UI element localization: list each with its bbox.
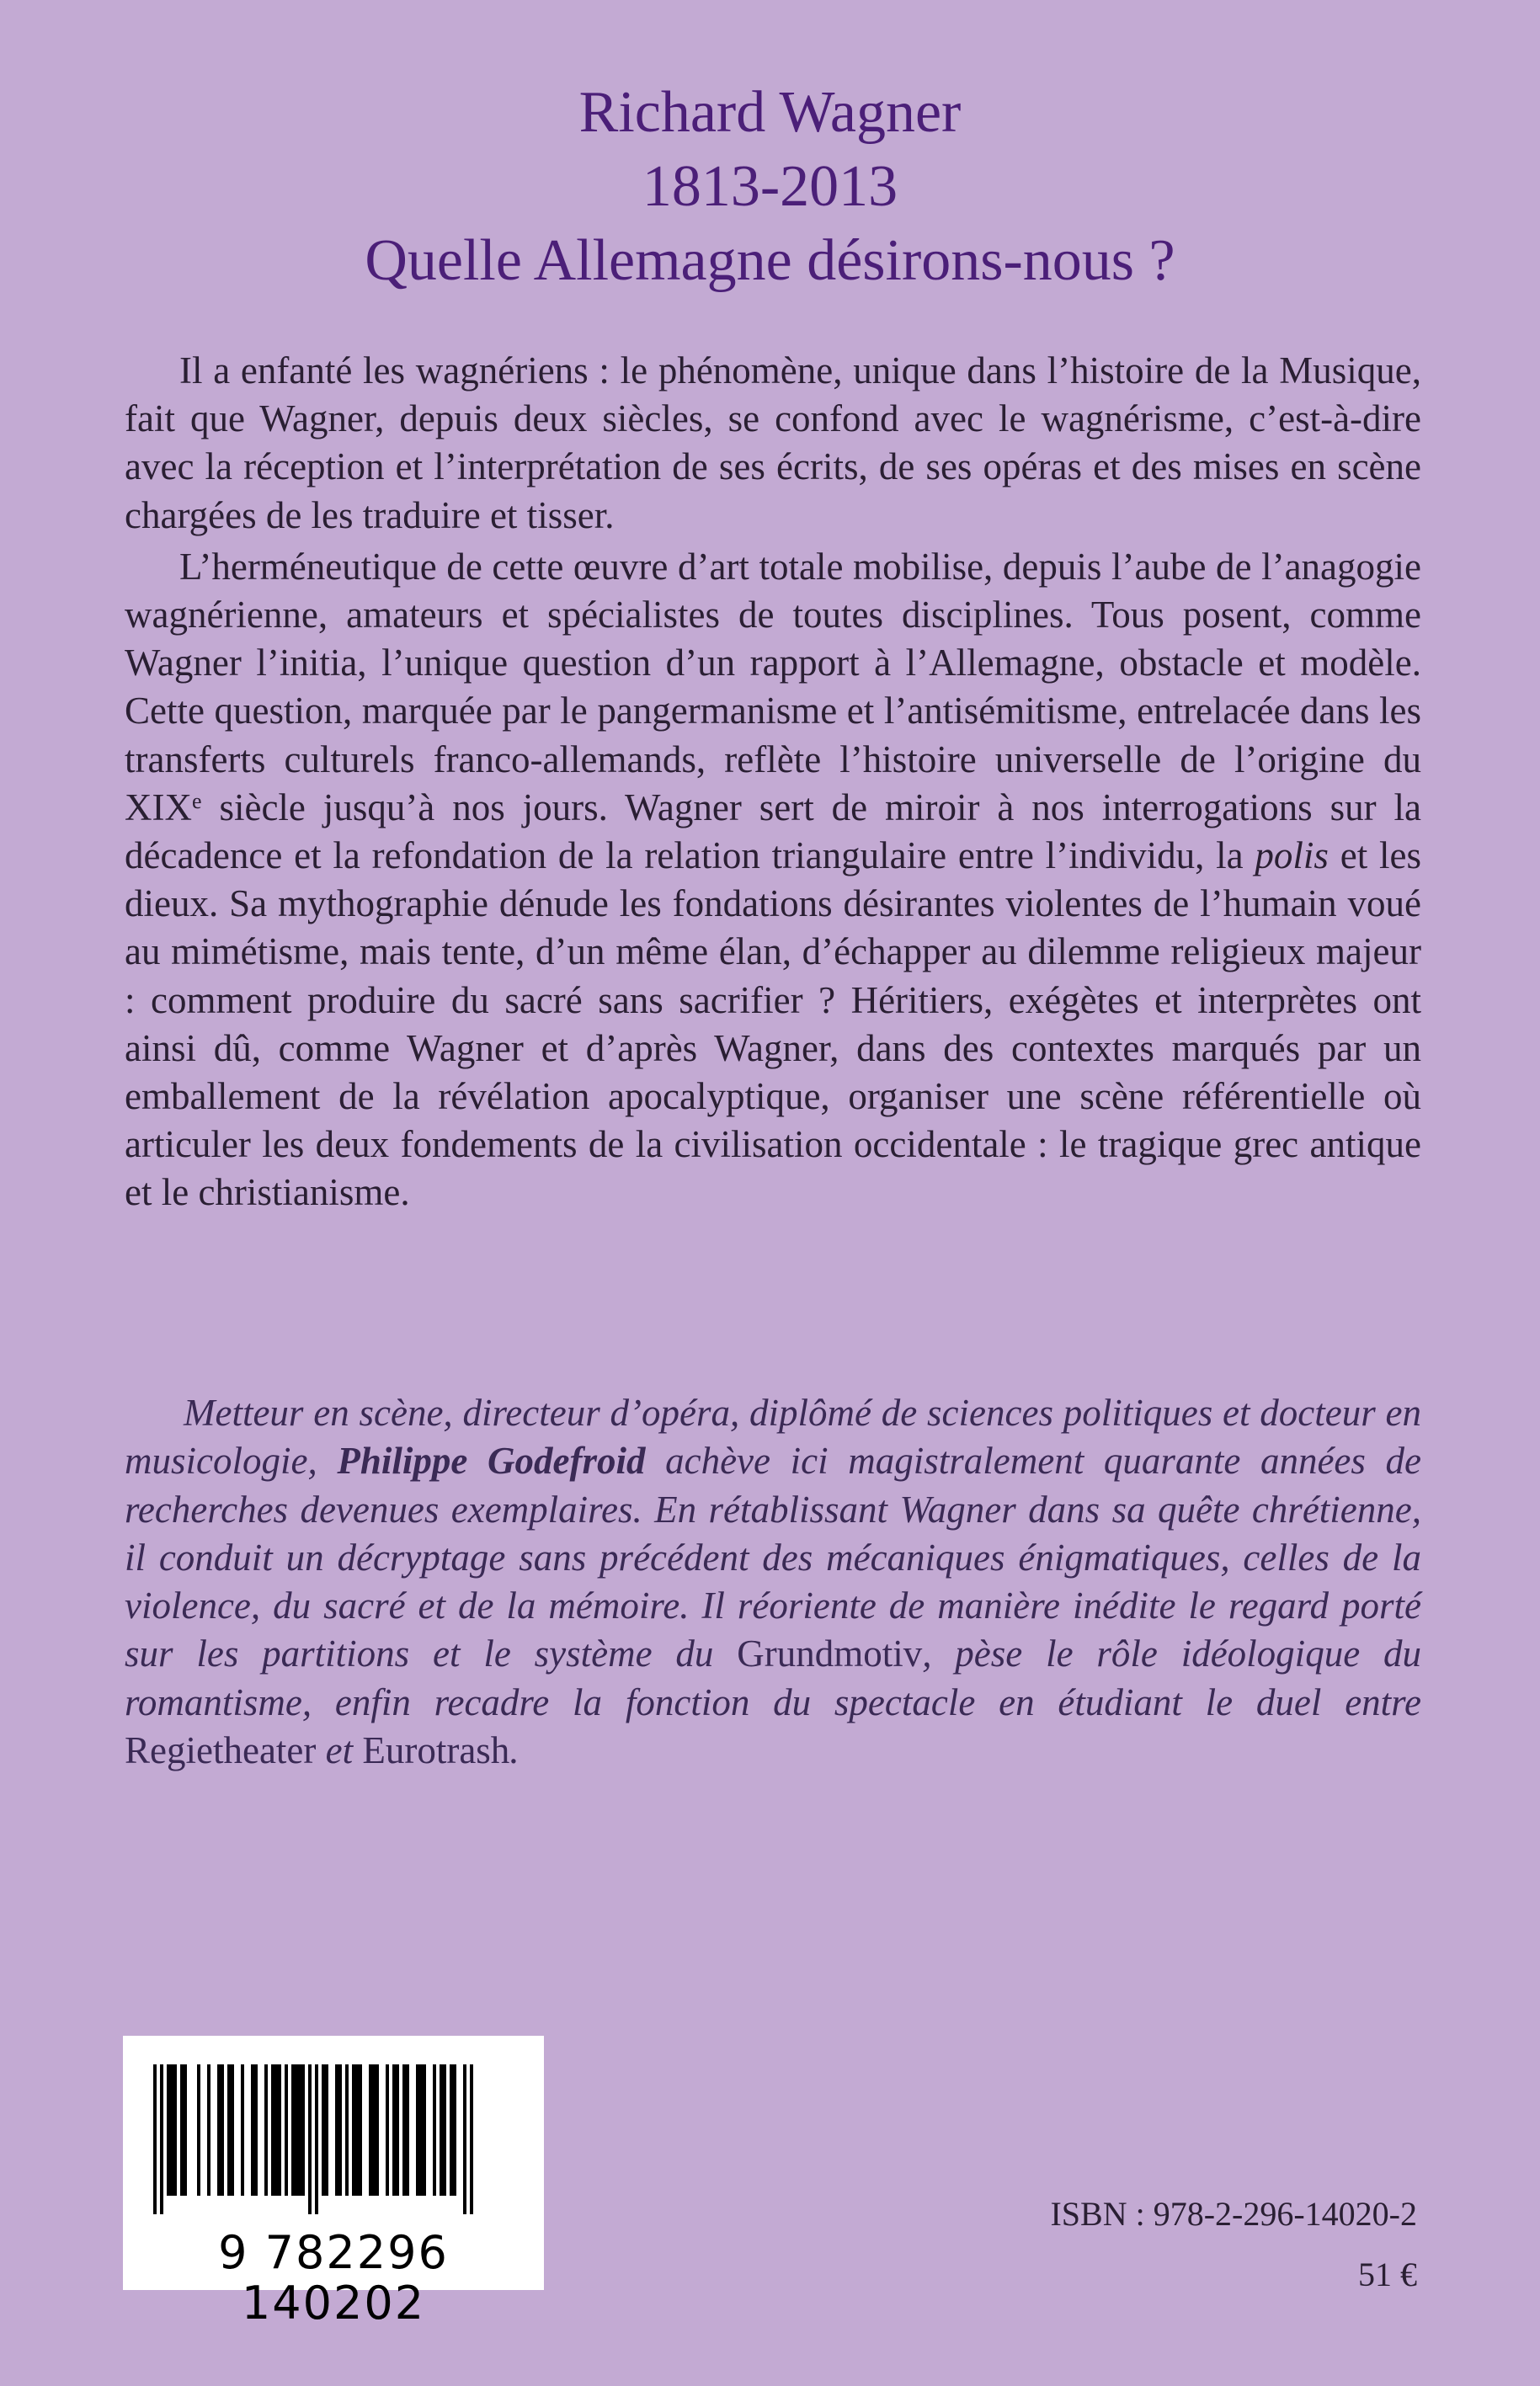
barcode-bar — [278, 2064, 281, 2196]
barcode-bar — [301, 2064, 305, 2196]
barcode-bar — [184, 2064, 187, 2196]
barcode-bar — [423, 2064, 426, 2196]
polis-term: polis — [1255, 834, 1329, 877]
barcode-bar — [359, 2064, 362, 2196]
barcode-bar — [207, 2064, 210, 2196]
barcode-guard-bar — [308, 2064, 312, 2214]
barcode-bar — [241, 2064, 244, 2196]
barcode-bar — [376, 2064, 379, 2196]
barcode-bar — [227, 2064, 231, 2196]
barcode-bar — [251, 2064, 254, 2196]
barcode-bar — [433, 2064, 436, 2196]
barcode-bar — [298, 2064, 301, 2196]
barcode-bar — [419, 2064, 423, 2196]
barcode-guard-bar — [315, 2064, 318, 2214]
barcode-bar — [443, 2064, 446, 2196]
barcode-bar — [197, 2064, 200, 2196]
barcode-guard-bar — [463, 2064, 466, 2214]
term-regietheater: Regietheater — [125, 1729, 317, 1772]
barcode-bar — [291, 2064, 295, 2196]
barcode-bar — [352, 2064, 355, 2196]
bio-part-c: , pèse le rôle idéologique du romantisme, enfin recadre la fonction du spectacle en étudiant le duel entre — [125, 1632, 1421, 1723]
barcode-bar — [295, 2064, 298, 2196]
barcode-bar — [221, 2064, 224, 2196]
barcode-bar — [338, 2064, 342, 2196]
barcode-bar — [167, 2064, 170, 2196]
barcode-bar — [406, 2064, 409, 2196]
barcode — [123, 2036, 544, 2330]
barcode-bar — [450, 2064, 453, 2196]
author-name: Philippe Godefroid — [337, 1440, 646, 1483]
author-bio-paragraph — [125, 1389, 1421, 1775]
barcode-bar — [372, 2064, 376, 2196]
synopsis-paragraph-1: Il a enfanté les wagnériens : le phénomène, unique dans l’histoire de la Musique, fait que Wagner, depuis deux siècles, se confond avec le wagnérisme, c’est-à-dire avec la réception et l’interprétation de ses écrits, de ses opéras et des mises en scène chargées de les traduire et tisser. — [125, 349, 1421, 536]
barcode-bar — [170, 2064, 173, 2196]
title-dates: 1813-2013 — [642, 154, 898, 219]
barcode-bar — [396, 2064, 399, 2196]
synopsis-paragraph-2 — [125, 543, 1421, 1217]
barcode-bar — [322, 2064, 325, 2196]
barcode-guard-bar — [470, 2064, 473, 2214]
author-bio — [125, 1389, 1421, 1775]
synopsis-p2-part-b: siècle jusqu’à nos jours. Wagner sert de miroir à nos interrogations sur la décadence et la refondation de la relation triangulaire entre l’individu, la — [125, 786, 1421, 877]
barcode-bar — [335, 2064, 338, 2196]
barcode-bar — [264, 2064, 268, 2196]
barcode-bar — [440, 2064, 443, 2196]
barcode-guard-bar — [160, 2064, 163, 2214]
barcode-bar — [386, 2064, 389, 2196]
barcode-bar — [274, 2064, 278, 2196]
book-title — [0, 76, 1540, 298]
barcode-bar — [271, 2064, 274, 2196]
bio-part-d: et — [316, 1729, 363, 1772]
bio-part-e: . — [509, 1729, 520, 1772]
barcode-bar — [345, 2064, 349, 2196]
barcode-guard-bar — [153, 2064, 157, 2214]
synopsis — [125, 347, 1421, 1217]
barcode-bar — [453, 2064, 456, 2196]
bio-part-b: achève ici magistralement quarante années de recherches devenues exemplaires. En rétablissant Wagner dans sa quête chrétienne, il conduit un décryptage sans précédent des mécaniques énigmatiques, celles de la violence, du sacré et de la mémoire. Il réoriente de manière inédite le regard porté sur les partitions et le système du — [125, 1440, 1422, 1675]
barcode-bar — [369, 2064, 372, 2196]
barcode-bars — [123, 2036, 544, 2234]
barcode-bar — [402, 2064, 406, 2196]
synopsis-p2-part-c: et les dieux. Sa mythographie dénude les fondations désirantes violentes de l’humain voué au mimétisme, mais tente, d’un même élan, d’échapper au dilemme religieux majeur : comment produire du sacré sans sacrifier ? Héritiers, exégètes et interprètes ont ainsi dû, comme Wagner et d’après Wagner, dans des contextes marqués par un emballement de la révélation apocalyptique, organiser une scène référentielle où articuler les deux fondements de la civilisation occidentale : le tragique grec antique et le christianisme. — [125, 834, 1422, 1214]
barcode-bar — [392, 2064, 396, 2196]
bio-part-a: Metteur en scène, directeur d’opéra, diplômé de sciences politiques et docteur en musicologie, — [125, 1392, 1421, 1483]
synopsis-p2-part-a: L’herméneutique de cette œuvre d’art totale mobilise, depuis l’aube de l’anagogie wagnérienne, amateurs et spécialistes de toutes disciplines. Tous posent, comme Wagner l’initia, l’unique question d’un rapport à l’Allemagne, obstacle et modèle. Cette question, marquée par le pangermanisme et l’antisémitisme, entrelacée dans les transferts culturels franco-allemands, reflète l’histoire universelle de l’origine du XIX — [125, 545, 1421, 828]
term-eurotrash: Eurotrash — [362, 1729, 510, 1772]
barcode-bar — [254, 2064, 258, 2196]
term-grundmotiv: Grundmotiv — [737, 1632, 923, 1675]
title-question: Quelle Allemagne désirons-nous ? — [365, 228, 1175, 293]
barcode-bar — [173, 2064, 177, 2196]
barcode-bar — [416, 2064, 419, 2196]
price: 51 € — [1358, 2256, 1417, 2293]
barcode-bar — [325, 2064, 328, 2196]
barcode-bar — [217, 2064, 221, 2196]
title-author-subject: Richard Wagner — [578, 80, 962, 145]
barcode-bar — [180, 2064, 184, 2196]
barcode-bar — [231, 2064, 234, 2196]
barcode-bar — [285, 2064, 288, 2196]
century-superscript: e — [191, 788, 202, 813]
isbn: ISBN : 978-2-296-14020-2 — [1050, 2195, 1417, 2233]
barcode-digits: 9 782296 140202 — [218, 2226, 449, 2330]
barcode-bar — [355, 2064, 359, 2196]
